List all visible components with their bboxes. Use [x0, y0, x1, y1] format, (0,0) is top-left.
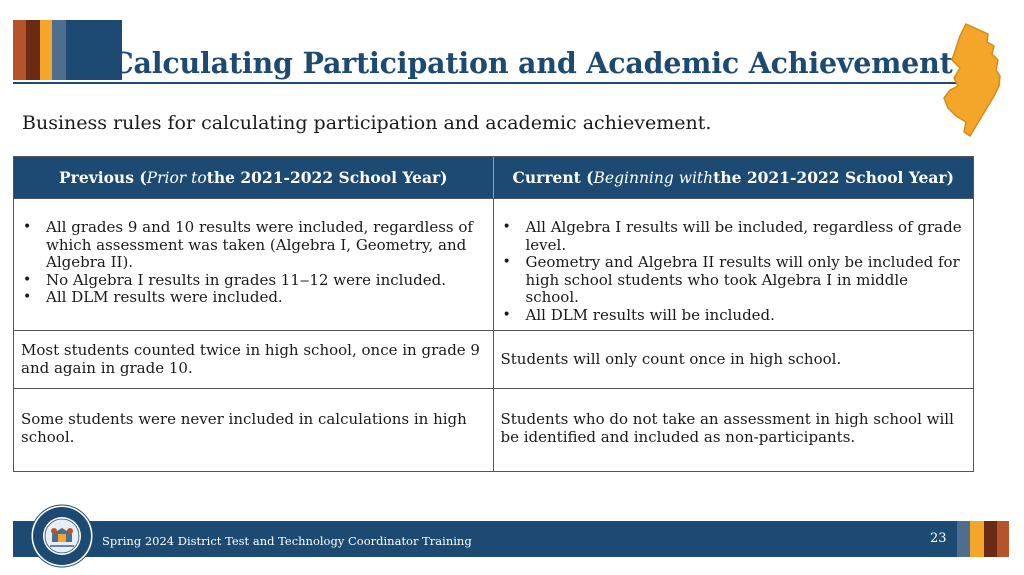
previous-rules-list: [20, 219, 483, 307]
current-rules-list: [500, 219, 964, 324]
table-row: [14, 198, 973, 330]
header-color-bars: [13, 20, 122, 80]
current-rules-cell: [494, 199, 974, 330]
color-bar-slate: [957, 521, 970, 557]
table-cell: Most students counted twice in high school, once in grade 9 and again in grade 10.: [14, 331, 494, 388]
list-item: • No Algebra I results in grades 11‒12 were included.: [20, 272, 483, 290]
table-cell: Students will only count once in high school.: [500, 349, 842, 368]
list-item: • All Algebra I results will be included, regardless of grade level.: [500, 219, 964, 254]
list-item: • All grades 9 and 10 results were included, regardless of which assessment was taken (Algebra I, Geometry, and Algebra II).: [20, 219, 483, 272]
column-header-previous: Previous ( Prior to the 2021-2022 School Year): [14, 157, 494, 198]
page-subtitle: Business rules for calculating participation and academic achievement.: [22, 112, 712, 134]
color-bar-rust: [997, 521, 1009, 557]
table-header-row: [14, 157, 973, 198]
list-item: • All DLM results were included.: [20, 289, 483, 307]
footer-text: Spring 2024 District Test and Technology Coordinator Training: [102, 534, 472, 548]
color-bar-orange: [40, 20, 52, 80]
new-jersey-map-icon: [936, 20, 1006, 140]
footer-color-bars: [957, 521, 1009, 557]
table-row: [14, 388, 973, 471]
list-item: • Geometry and Algebra II results will only be included for high school students who took Algebra I in middle school.: [500, 254, 964, 307]
color-bar-rust: [13, 20, 26, 80]
color-bar-orange: [970, 521, 984, 557]
table-cell: Students who do not take an assessment in high school will be identified and included as non-participants.: [500, 410, 954, 446]
color-bar-maroon: [984, 521, 997, 557]
title-underline: [13, 82, 968, 84]
state-seal-logo: [30, 504, 94, 568]
color-bar-slate: [52, 20, 66, 80]
table-cell: Some students were never included in calculations in high school.: [14, 389, 494, 471]
page-number: 23: [930, 531, 947, 546]
table-row: [14, 330, 973, 388]
column-header-current: Current ( Beginning with the 2021-2022 School Year): [512, 168, 954, 187]
previous-rules-cell: [14, 199, 494, 330]
list-item: • All DLM results will be included.: [500, 307, 964, 325]
color-bar-maroon: [26, 20, 40, 80]
comparison-table: [13, 156, 974, 472]
page-title: Calculating Participation and Academic Achievement: [111, 46, 953, 80]
